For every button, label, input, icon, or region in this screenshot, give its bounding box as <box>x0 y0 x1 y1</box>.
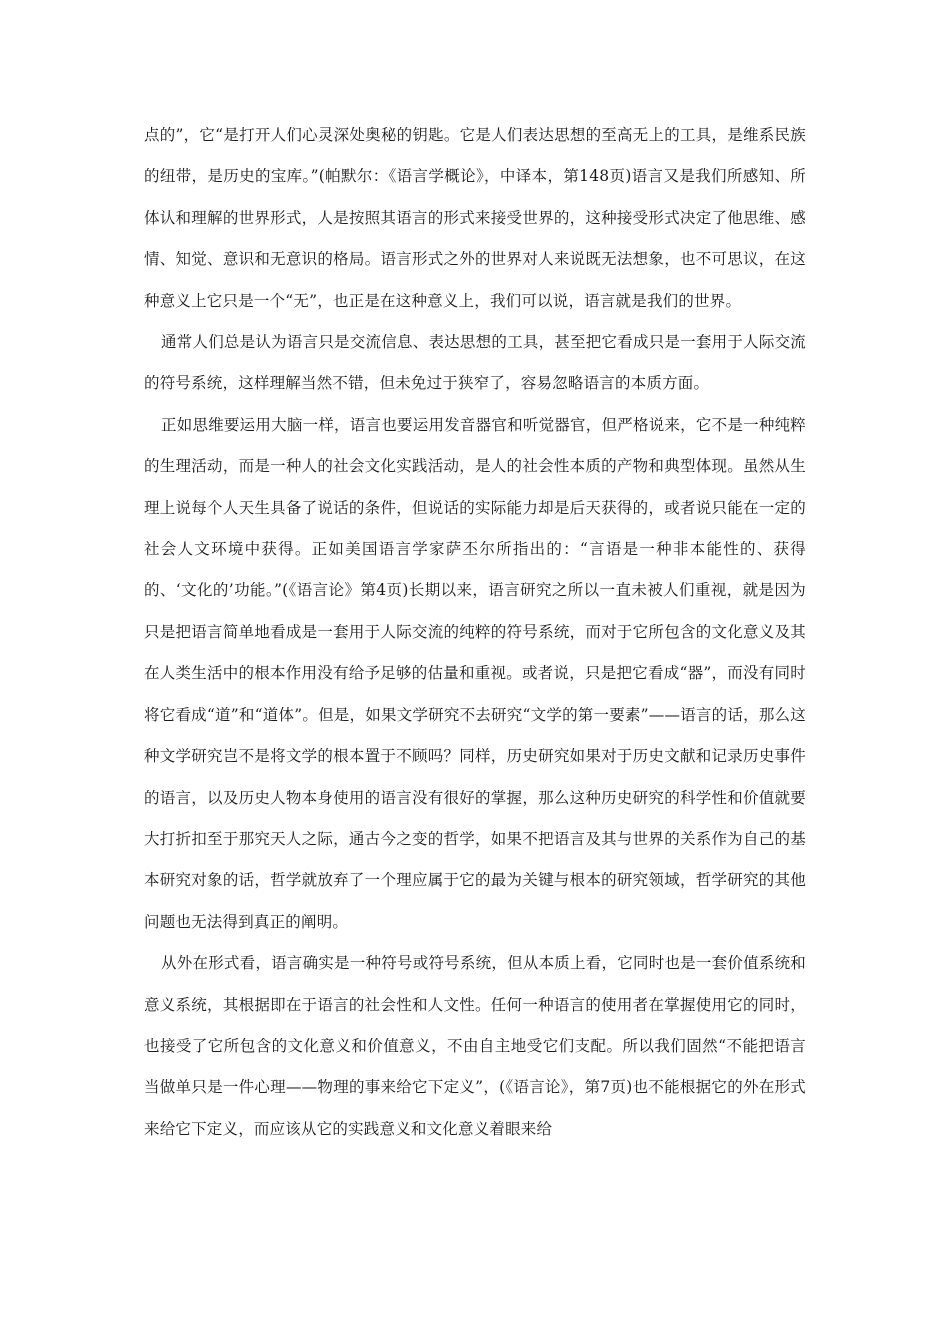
paragraph-2: 通常人们总是认为语言只是交流信息、表达思想的工具，甚至把它看成只是一套用于人际交流的符号系统，这样理解当然不错，但未免过于狭窄了，容易忽略语言的本质方面。 <box>144 333 806 393</box>
paragraph-3: 正如思维要运用大脑一样，语言也要运用发音器官和听觉器官，但严格说来，它不是一种纯粹的生理活动，而是一种人的社会文化实践活动，是人的社会性本质的产物和典型体现。虽然从生理上说每个人天生具备了说话的条件，但说话的实际能力却是后天获得的，或者说只能在一定的社会人文环境中获得。正如美国语言学家萨丕尔所指出的：“言语是一种非本能性的、获得的、‘文化的’功能。”(《语言论》第4页)长期以来，语言研究之所以一直未被人们重视，就是因为只是把语言简单地看成是一套用于人际交流的纯粹的符号系统，而对于它所包含的文化意义及其在人类生活中的根本作用没有给予足够的估量和重视。或者说，只是把它看成“器”，而没有同时将它看成“道”和“道体”。但是，如果文学研究不去研究“文学的第一要素”——语言的话，那么这种文学研究岂不是将文学的根本置于不顾吗？同样，历史研究如果对于历史文献和记录历史事件的语言，以及历史人物本身使用的语言没有很好的掌握，那么这种历史研究的科学性和价值就要大打折扣至于那究天人之际，通古今之变的哲学，如果不把语言及其与世界的关系作为自己的基本研究对象的话，哲学就放弃了一个理应属于它的最为关键与根本的研究领域，哲学研究的其他问题也无法得到真正的阐明。 <box>144 415 806 931</box>
document-page <box>144 115 806 1150</box>
paragraph-4: 从外在形式看，语言确实是一种符号或符号系统，但从本质上看，它同时也是一套价值系统和意义系统，其根据即在于语言的社会性和人文性。任何一种语言的使用者在掌握使用它的同时，也接受了它所包含的文化意义和价值意义，不由自主地受它们支配。所以我们固然“不能把语言当做单只是一件心理——物理的事来给它下定义”，(《语言论》，第7页)也不能根据它的外在形式来给它下定义，而应该从它的实践意义和文化意义着眼来给 <box>144 954 806 1138</box>
paragraph-1: 点的”，它“是打开人们心灵深处奥秘的钥匙。它是人们表达思想的至高无上的工具，是维系民族的纽带，是历史的宝库。”(帕默尔：《语言学概论》，中译本，第148页)语言又是我们所感知、所体认和理解的世界形式，人是按照其语言的形式来接受世界的，这种接受形式决定了他思维、感情、知觉、意识和无意识的格局。语言形式之外的世界对人来说既无法想象，也不可思议，在这种意义上它只是一个“无”，也正是在这种意义上，我们可以说，语言就是我们的世界。 <box>144 126 806 310</box>
